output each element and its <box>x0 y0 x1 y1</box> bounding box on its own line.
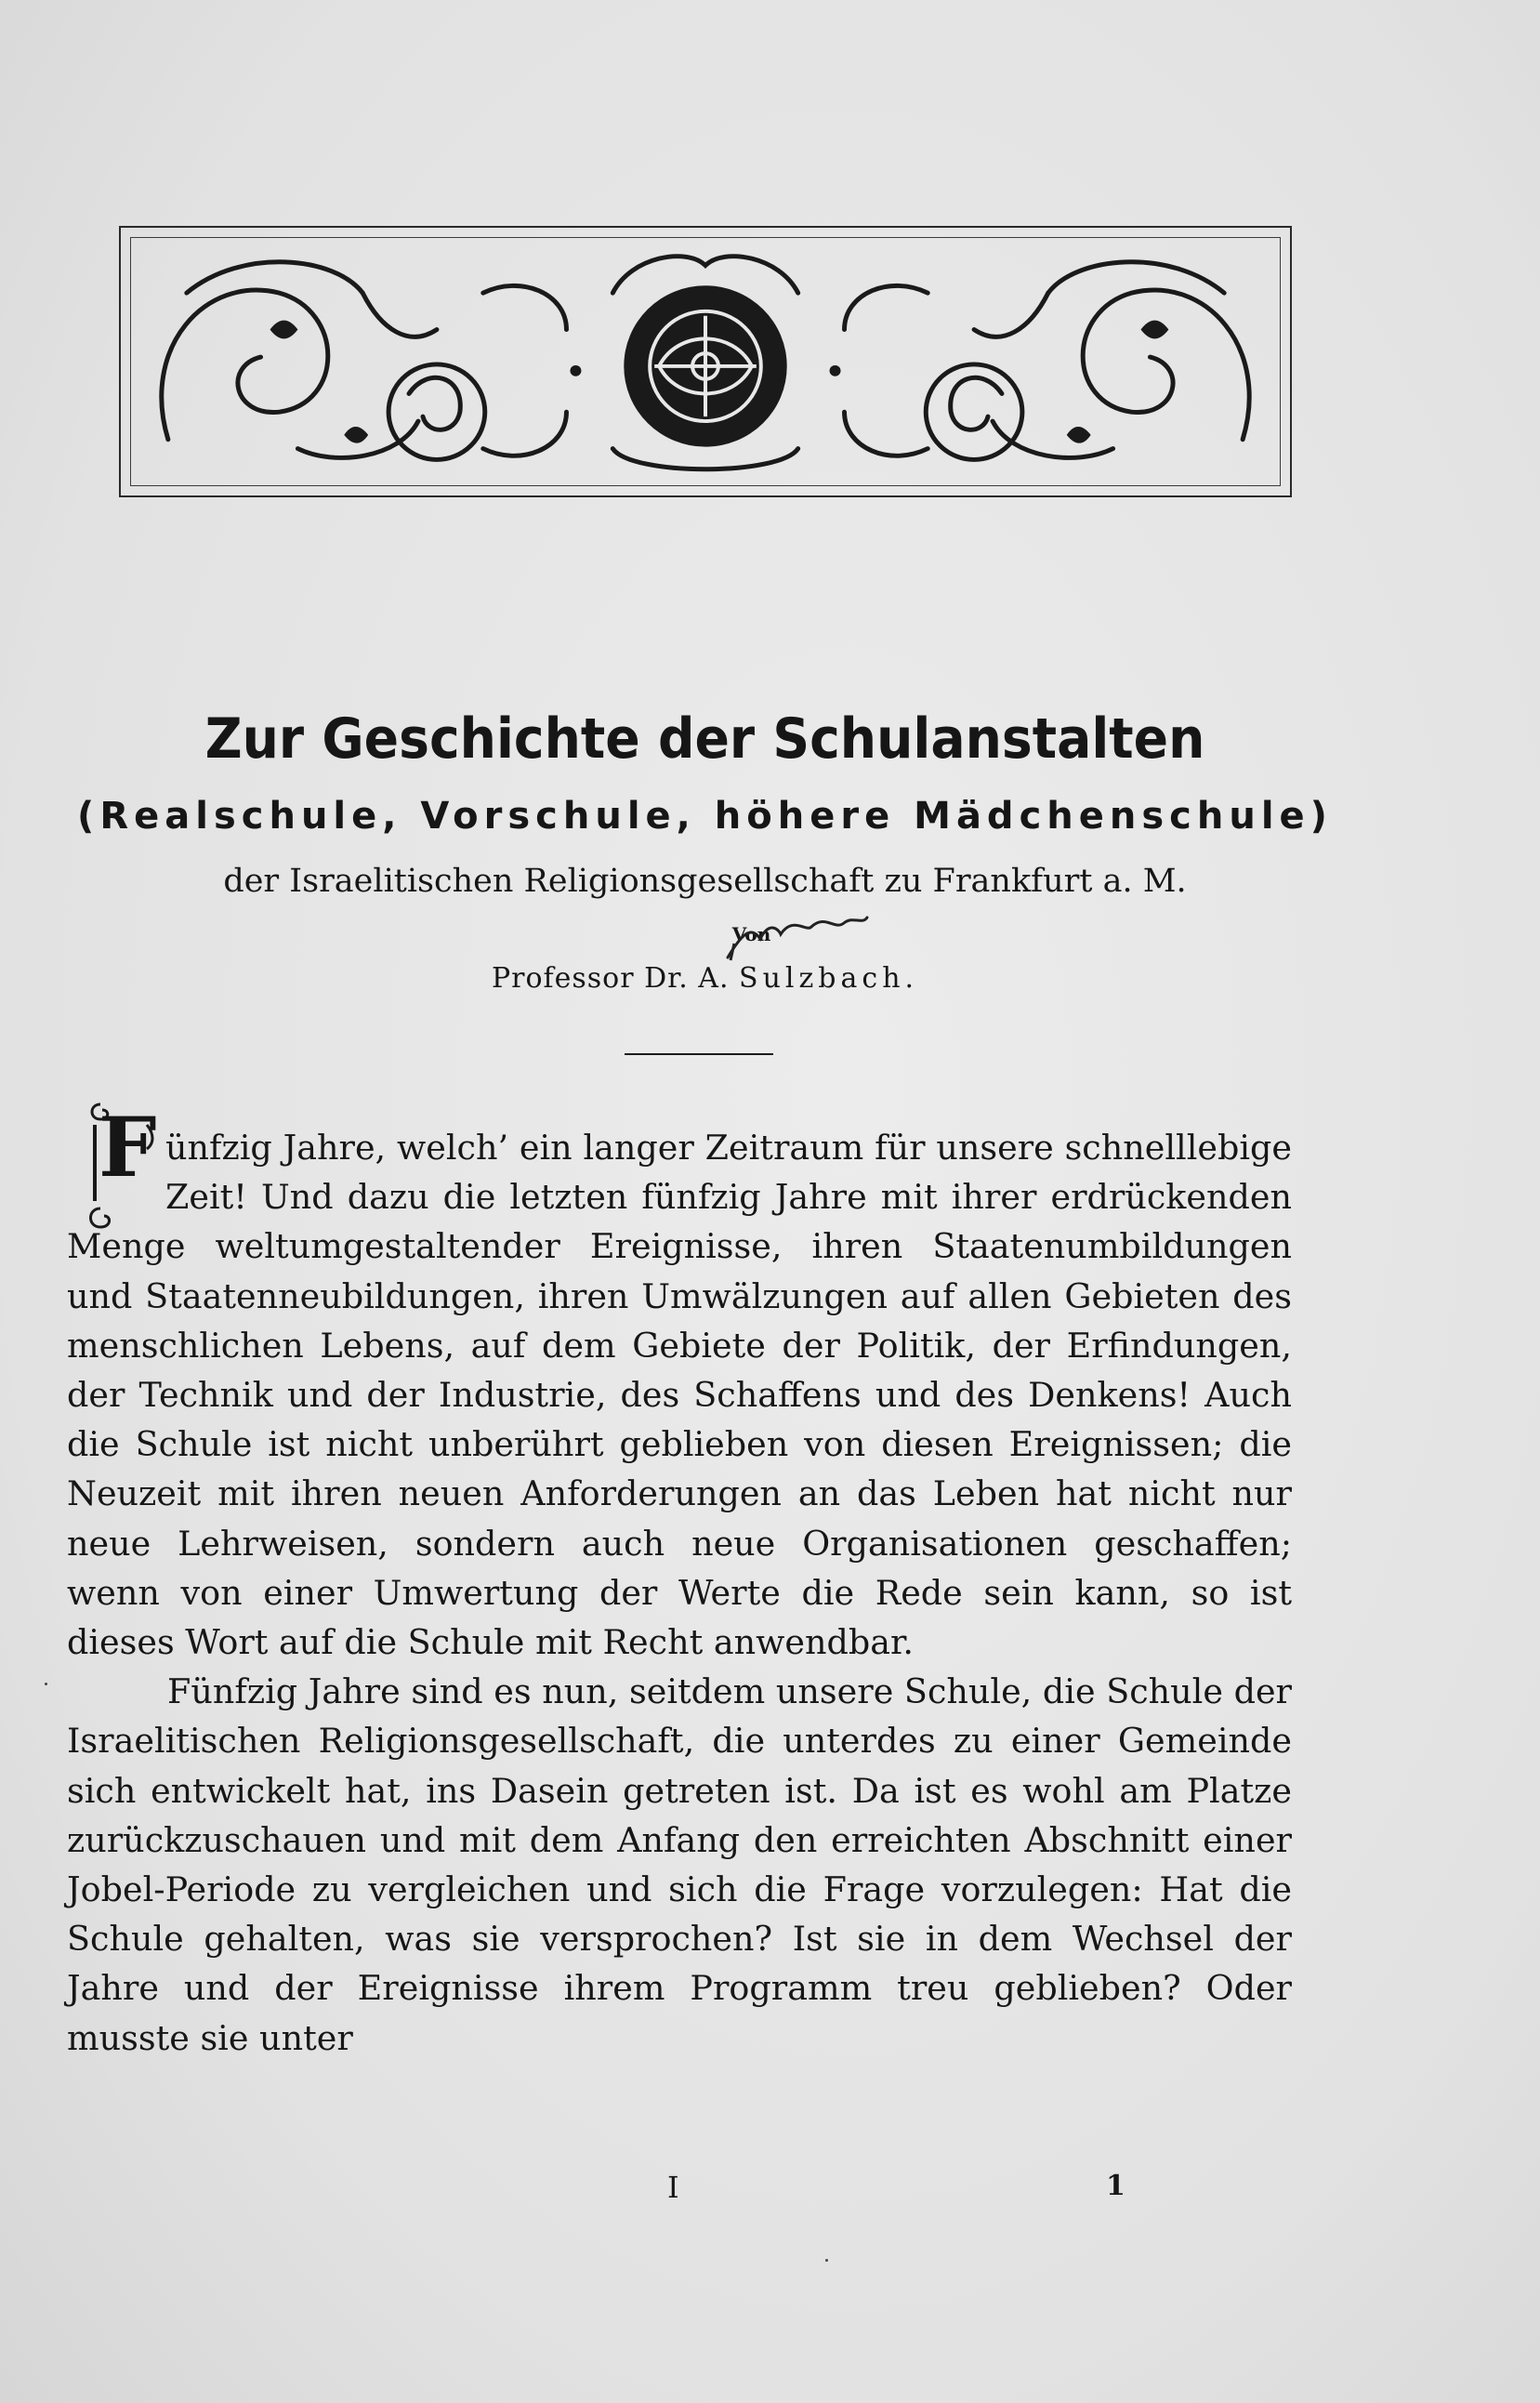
paragraph-2: Fünfzig Jahre sind es nun, seitdem unsere Schule, die Schule der Israelitischen Religionsgesellschaft, die unterdes zu einer Gemeinde sich entwickelt hat, ins Dasein getreten ist. Da ist es wohl am Platze zurückzuschauen und mit dem Anfang den erreichten Abschnitt einer Jobel-Periode zu vergleichen und sich die Frage vorzulegen: Hat die Schule gehalten, was sie versprochen? Ist sie in dem Wechsel der Jahre und der Ereignisse ihrem Programm treu geblieben? Oder musste sie unter <box>67 1671 1292 2058</box>
page-title: Zur Geschichte der Schulanstalten <box>204 706 1205 772</box>
page-subtitle: (Realschule, Vorschule, höhere Mädchenschule) <box>77 795 1333 838</box>
article-body <box>67 1099 1292 2063</box>
ornament-inner-border <box>130 237 1281 486</box>
author-title: Professor Dr. A. <box>491 962 730 995</box>
by-label: Von <box>731 923 771 945</box>
author-name: Sulzbach. <box>739 962 919 995</box>
paper-speck <box>825 2259 828 2262</box>
floral-ornament-icon <box>131 238 1280 485</box>
section-divider <box>625 1053 773 1055</box>
initial-letter: F <box>99 1099 157 1195</box>
decorated-initial <box>82 1097 158 1197</box>
page-number: 1 <box>1106 2170 1125 2202</box>
paragraph-1-text: ünfzig Jahre, welch’ ein langer Zeitraum für unsere schnelllebige Zeit! Und dazu die letzten fünfzig Jahre mit ihrer erdrückenden Menge weltumgestaltender Ereignisse, ihren Staatenumbildungen und Staatenneubildungen, ihren Umwälzungen auf allen Gebieten des menschlichen Lebens, auf dem Gebiete der Politik, der Erfindungen, der Technik und der Industrie, des Schaffens und des Denkens! Auch die Schule ist nicht unberührt geblieben von diesen Ereignissen; die Neuzeit mit ihren neuen Anforderungen an das Leben hat nicht nur neue Lehrweisen, sondern auch neue Organisationen geschaffen; wenn von einer Umwertung der Werte die Rede sein kann, so ist dieses Wort auf die Schule mit Recht anwendbar. <box>67 1128 1292 1663</box>
paper-speck <box>45 1683 47 1685</box>
ornamental-header-band <box>119 226 1292 497</box>
paragraph-1 <box>67 1099 1292 1667</box>
institution-line: der Israelitischen Religionsgesellschaft zu Frankfurt a. M. <box>223 863 1187 900</box>
author-line <box>0 962 1475 995</box>
sheet-signature: I <box>667 2170 679 2205</box>
handwritten-annotation-icon <box>723 906 872 962</box>
